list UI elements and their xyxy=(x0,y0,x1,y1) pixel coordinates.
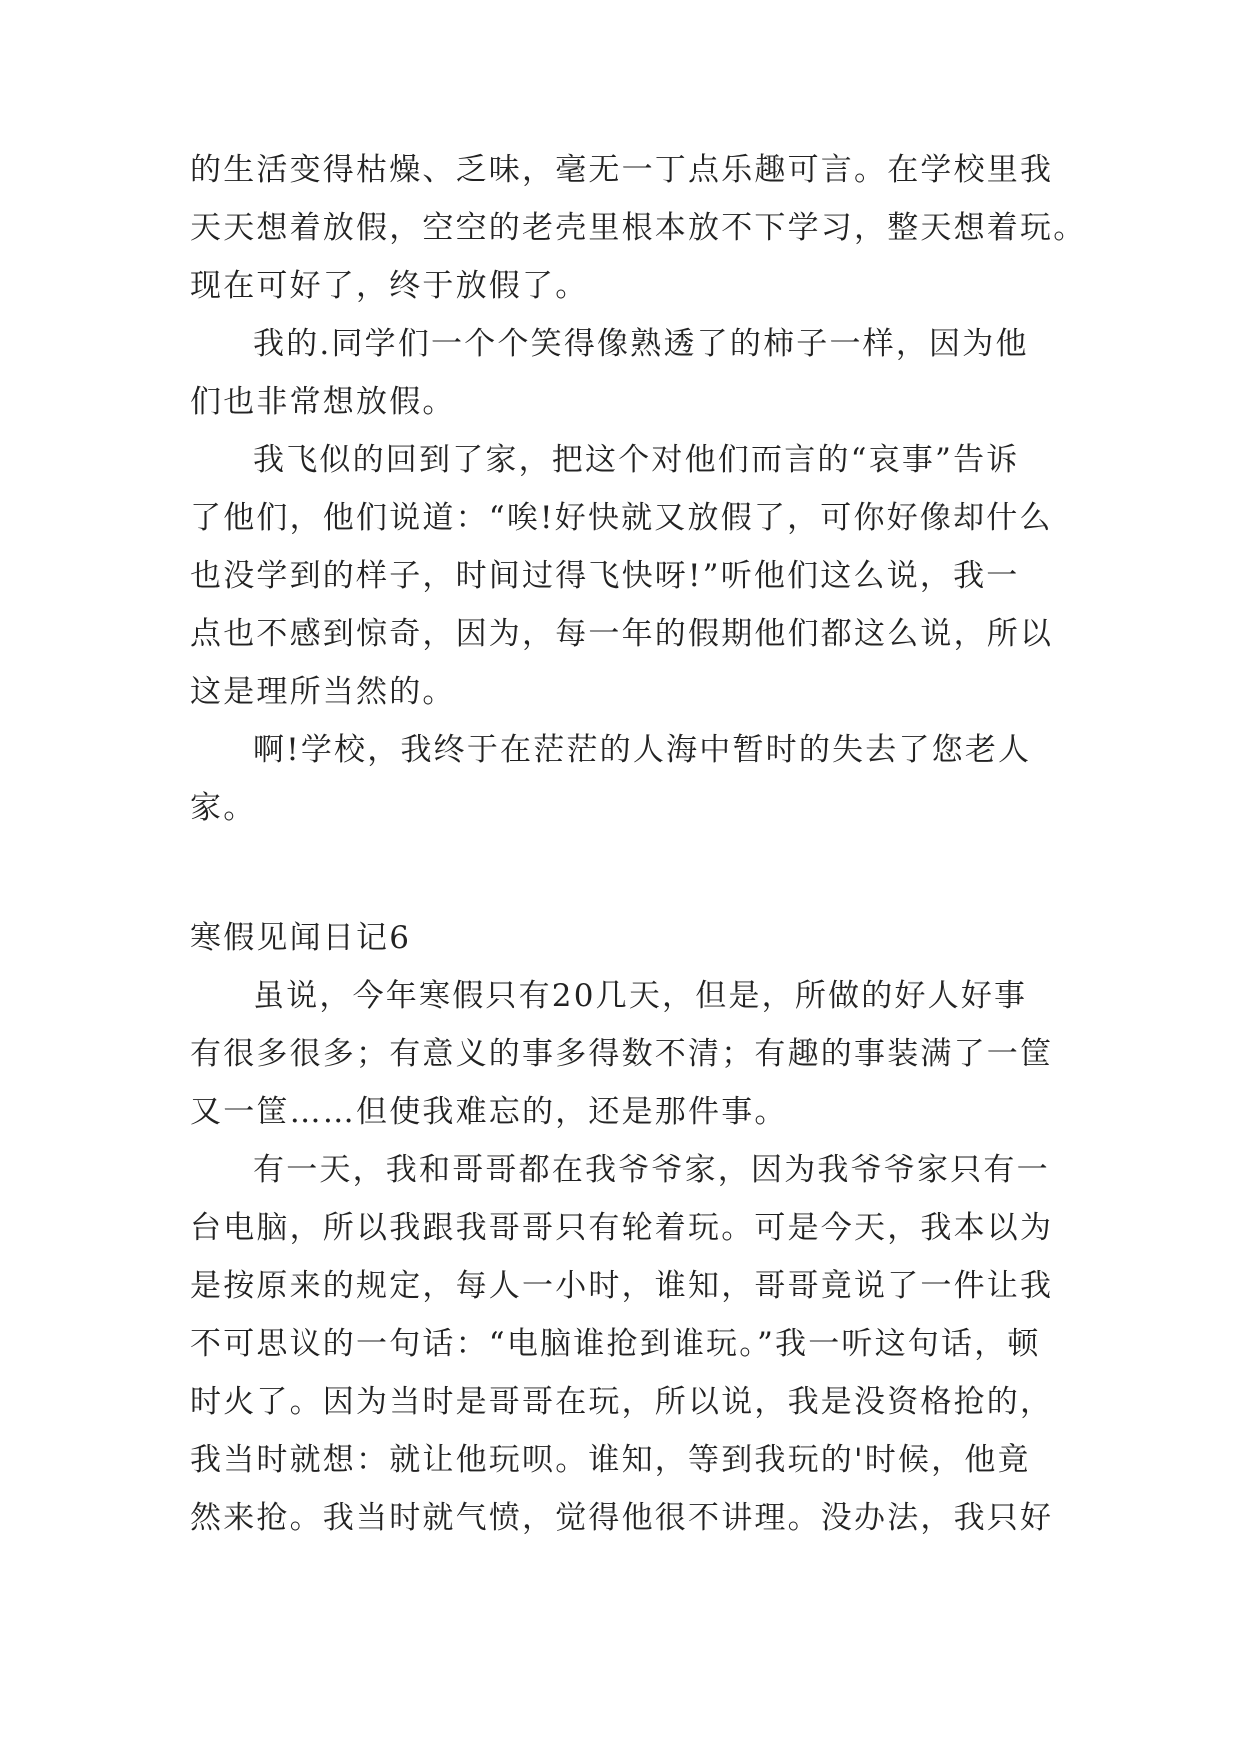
paragraph-line: 了他们，他们说道：“唉!好快就又放假了，可你好像却什么 xyxy=(190,500,1053,536)
paragraph-line: 点也不感到惊奇，因为，每一年的假期他们都这么说，所以 xyxy=(190,616,1054,652)
paragraph-line: 的生活变得枯燥、乏味，毫无一丁点乐趣可言。在学校里我 xyxy=(190,152,1054,188)
paragraph-line: 然来抢。我当时就气愤，觉得他很不讲理。没办法，我只好 xyxy=(190,1500,1054,1536)
paragraph-line: 家。 xyxy=(190,790,257,826)
paragraph-line: 时火了。因为当时是哥哥在玩，所以说，我是没资格抢的， xyxy=(190,1384,1054,1420)
paragraph-line: 台电脑，所以我跟我哥哥只有轮着玩。可是今天，我本以为 xyxy=(190,1210,1054,1246)
paragraph-line: 这是理所当然的。 xyxy=(190,674,456,710)
paragraph-line: 现在可好了，终于放假了。 xyxy=(190,268,589,304)
paragraph-line: 我飞似的回到了家，把这个对他们而言的“哀事”告诉 xyxy=(253,442,1020,478)
paragraph-line: 啊!学校，我终于在茫茫的人海中暂时的失去了您老人 xyxy=(253,732,1032,768)
paragraph-line: 也没学到的样子，时间过得飞快呀!”听他们这么说，我一 xyxy=(190,558,1020,594)
paragraph-line: 又一筐……但使我难忘的，还是那件事。 xyxy=(190,1094,788,1130)
section-heading: 寒假见闻日记6 xyxy=(190,920,412,956)
paragraph-line: 我当时就想：就让他玩呗。谁知，等到我玩的'时候，他竟 xyxy=(190,1442,1031,1478)
paragraph-line: 不可思议的一句话：“电脑谁抢到谁玩。”我一听这句话，顿 xyxy=(190,1326,1041,1362)
paragraph-line: 我的.同学们一个个笑得像熟透了的柿子一样，因为他 xyxy=(253,326,1029,362)
paragraph-line: 有很多很多；有意义的事多得数不清；有趣的事装满了一筐 xyxy=(190,1036,1054,1072)
paragraph-line: 有一天，我和哥哥都在我爷爷家，因为我爷爷家只有一 xyxy=(253,1152,1050,1188)
paragraph-line: 天天想着放假，空空的老壳里根本放不下学习，整天想着玩。 xyxy=(190,210,1087,246)
paragraph-line: 是按原来的规定，每人一小时，谁知，哥哥竟说了一件让我 xyxy=(190,1268,1054,1304)
paragraph-line: 们也非常想放假。 xyxy=(190,384,456,420)
paragraph-line: 虽说，今年寒假只有20几天，但是，所做的好人好事 xyxy=(253,978,1028,1014)
